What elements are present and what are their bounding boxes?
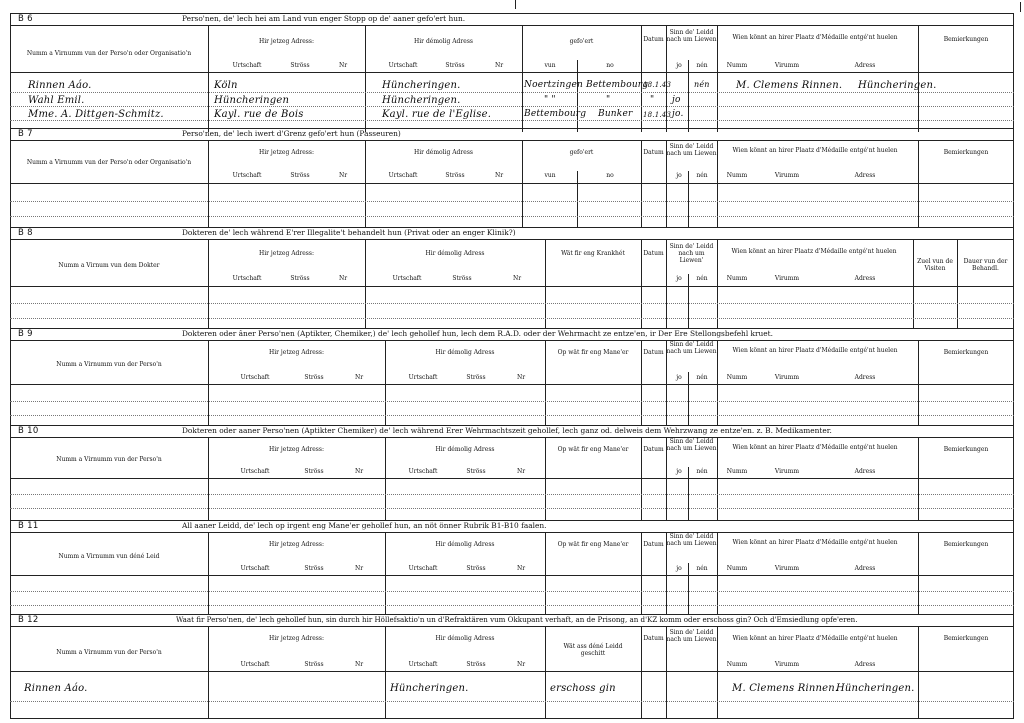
b6-row3-current-ort: Kayl. rue de Bois <box>214 109 304 120</box>
stross-label: Ströss <box>466 565 486 572</box>
section-title: Dokteren de' lech während E'rer Illegalite't behandelt hun (Privat oder an enger Klinik?) <box>182 228 516 237</box>
column-divider <box>717 141 718 228</box>
ortschaft-label: Urtschaft <box>388 172 418 179</box>
section-b8 <box>10 227 1014 329</box>
gefort-label: gefo'ert <box>569 38 594 45</box>
b6-row2-current-ort: Hüncheringen <box>214 95 290 106</box>
section-header <box>10 129 1014 141</box>
visits-label: Zuel vun de Visiten <box>917 258 953 272</box>
b6-row2-vun: " " <box>544 95 556 105</box>
virumm-label: Virumm <box>774 661 800 668</box>
adress-label: Adress <box>854 275 876 282</box>
section-code: B 8 <box>18 228 33 238</box>
krankheet-label: Wät fir eng Krankhét <box>561 250 625 257</box>
op-wat-label: Op wät fir eng Mane'er <box>557 541 629 548</box>
b6-row2-name: Wahl Emil. <box>28 95 85 106</box>
b6-row3-vun: Bettembourg <box>524 109 587 119</box>
name-org-label: Numm a Virnumm vun der Perso'n oder Organisatio'n <box>26 50 192 57</box>
name-person-label: Numm a Virnumm vun der Perso'n <box>56 649 162 656</box>
current-address-label: Hir jetzeg Adress: <box>259 250 314 257</box>
then-address-label: Hir démolig Adress <box>414 149 473 156</box>
b6-row1-then-ort: Hüncheringen. <box>382 80 461 91</box>
header-divider <box>10 575 1014 576</box>
section-title: Perso'nen, de' lech iwert d'Grenz gefo'ert hun (Passeuren) <box>182 129 401 138</box>
numm-label: Numm <box>726 275 748 282</box>
right-crop-mark <box>1020 2 1021 12</box>
jo-label: jo <box>676 565 682 572</box>
b12-row1-what-happened: erschoss gin <box>550 683 616 694</box>
datum-label: Datum <box>643 635 664 642</box>
section-title: Dokteren oder aaner Perso'nen (Aptikter Chemiker) de' lech während Erer Wehrmachtszeit gehollef, lech ganz od. delweis dem Wehrzwang ze entze'en. z. B. Medikamenter. <box>182 426 832 435</box>
no-label: no <box>606 62 614 69</box>
nr-label: Nr <box>354 661 364 668</box>
header-divider <box>10 286 1014 287</box>
nr-label: Nr <box>516 565 526 572</box>
stross-label: Ströss <box>290 172 310 179</box>
wat-leidd-label: Wät ass déné Leidd geschitt <box>563 643 623 657</box>
ortschaft-label: Urtschaft <box>408 661 438 668</box>
b6-row3-no: Bunker <box>598 109 633 119</box>
stross-label: Ströss <box>290 62 310 69</box>
numm-label: Numm <box>726 661 748 668</box>
jo-label: jo <box>676 62 682 69</box>
adress-label: Adress <box>854 661 876 668</box>
alive-label: Sinn de' Leidd nach um Liewen <box>666 629 717 643</box>
nr-label: Nr <box>338 172 348 179</box>
b12-row1-name: Rinnen Aáo. <box>24 683 88 694</box>
nen-label: nén <box>696 468 708 475</box>
bemierkungen-label: Bemierkungen <box>943 446 989 453</box>
b6-row1-current-ort: Köln <box>214 80 238 91</box>
nr-label: Nr <box>338 62 348 69</box>
current-address-label: Hir jetzeg Adress: <box>269 349 324 356</box>
duration-label: Dauer vun der Behandl. <box>963 258 1008 272</box>
section-header <box>10 14 1014 26</box>
nen-label: nén <box>696 172 708 179</box>
bemierkungen-label: Bemierkungen <box>943 36 989 43</box>
numm-label: Numm <box>726 62 748 69</box>
b6-row2-no: " <box>606 95 611 105</box>
stross-label: Ströss <box>466 374 486 381</box>
virumm-label: Virumm <box>774 565 800 572</box>
section-header <box>10 426 1014 438</box>
medal-label: Wien könnt an hirer Plaatz d'Médaille entgé'nt huelen <box>731 248 897 255</box>
numm-label: Numm <box>726 468 748 475</box>
bemierkungen-label: Bemierkungen <box>943 541 989 548</box>
ortschaft-label: Urtschaft <box>408 374 438 381</box>
nen-label: nén <box>696 275 708 282</box>
section-header <box>10 228 1014 240</box>
op-wat-label: Op wät fir eng Mane'er <box>557 446 629 453</box>
column-divider <box>545 627 546 719</box>
section-b9 <box>10 328 1014 426</box>
row-rule <box>10 605 1014 606</box>
vun-label: vun <box>544 62 556 69</box>
stross-label: Ströss <box>452 275 472 282</box>
datum-label: Datum <box>643 541 664 548</box>
nr-label: Nr <box>338 275 348 282</box>
current-address-label: Hir jetzeg Adress: <box>259 38 314 45</box>
section-title: All aaner Leidd, de' lech op irgent eng Mane'er gehollef hun, an nöt önner Rubrik B1-B10 faalen. <box>182 521 547 530</box>
row-rule <box>10 591 1014 592</box>
medal-label: Wien könnt an hirer Plaatz d'Médaille entgé'nt huelen <box>732 34 898 41</box>
column-divider <box>688 274 689 329</box>
section-code: B 6 <box>18 14 33 24</box>
section-title: Dokteren oder âner Perso'nen (Aptikter, Chemiker,) de' lech gehollef hun, lech dem R.A.D. oder der Wehrmacht ze entze'en, ir Der Ere Stellongsbefehl kruet. <box>182 329 773 338</box>
then-address-label: Hir démolig Adress <box>435 446 495 453</box>
then-address-label: Hir démolig Adress <box>435 349 495 356</box>
section-b6 <box>10 13 1014 132</box>
nr-label: Nr <box>354 565 364 572</box>
stross-label: Ströss <box>466 661 486 668</box>
ortschaft-label: Urtschaft <box>232 62 262 69</box>
nr-label: Nr <box>494 62 504 69</box>
column-divider <box>957 240 958 329</box>
column-divider <box>577 60 578 132</box>
b12-row1-then-ort: Hüncheringen. <box>390 683 469 694</box>
medal-label: Wien könnt an hirer Plaatz d'Médaille entgé'nt huelen <box>732 347 898 354</box>
b6-row1-medal-adress: Hüncheringen. <box>858 80 937 91</box>
row-rule <box>10 303 1014 304</box>
b6-row2-jo: jo <box>672 95 681 105</box>
datum-label: Datum <box>643 446 664 453</box>
nen-label: nén <box>696 374 708 381</box>
alive-label: Sinn de' Leidd nach um Liewen <box>666 438 717 452</box>
header-divider <box>10 72 1014 73</box>
nr-label: Nr <box>354 468 364 475</box>
alive-label: Sinn de' Leidd nach um Liewen' <box>669 243 714 264</box>
row-rule <box>10 216 1014 217</box>
medal-label: Wien könnt an hirer Plaatz d'Médaille entgé'nt huelen <box>732 147 898 154</box>
row-rule <box>10 494 1014 495</box>
column-divider <box>688 171 689 228</box>
bemierkungen-label: Bemierkungen <box>943 149 989 156</box>
nr-label: Nr <box>516 661 526 668</box>
top-crop-mark <box>515 0 516 9</box>
nen-label: nén <box>696 62 708 69</box>
stross-label: Ströss <box>304 565 324 572</box>
alive-label: Sinn de' Leidd nach um Liewen <box>666 341 717 355</box>
b6-row1-datum: 18.1.43 <box>643 81 672 89</box>
adress-label: Adress <box>854 374 876 381</box>
column-divider <box>913 240 914 329</box>
stross-label: Ströss <box>304 468 324 475</box>
section-code: B 12 <box>18 615 39 625</box>
section-code: B 7 <box>18 129 33 139</box>
section-b10 <box>10 425 1014 521</box>
then-address-label: Hir démolig Adress <box>414 38 473 45</box>
b6-row3-then-ort: Kayl. rue de l'Eglise. <box>382 109 492 120</box>
b6-row1-name: Rinnen Aáo. <box>28 80 92 91</box>
b12-row1-medal-name: M. Clemens Rinnen. <box>732 683 839 694</box>
name-org-label: Numm a Virnumm vun der Perso'n oder Organisatio'n <box>26 159 192 166</box>
section-b7 <box>10 128 1014 228</box>
section-title: Perso'nen, de' lech hei am Land vun enger Stopp op de' aaner gefo'ert hun. <box>182 14 466 23</box>
nr-label: Nr <box>516 468 526 475</box>
row-rule <box>10 120 1014 121</box>
nr-label: Nr <box>512 275 522 282</box>
medal-label: Wien könnt an hirer Plaatz d'Médaille entgé'nt huelen <box>732 539 898 546</box>
ortschaft-label: Urtschaft <box>240 468 270 475</box>
name-person-label: Numm a Virnumm vun der Perso'n <box>56 361 162 368</box>
ortschaft-label: Urtschaft <box>240 374 270 381</box>
nr-label: Nr <box>354 374 364 381</box>
b6-row1-medal-name: M. Clemens Rinnen. <box>736 80 843 91</box>
section-code: B 9 <box>18 329 33 339</box>
header-divider <box>10 478 1014 479</box>
ortschaft-label: Urtschaft <box>240 565 270 572</box>
datum-label: Datum <box>643 349 664 356</box>
adress-label: Adress <box>854 172 876 179</box>
datum-label: Datum <box>643 250 664 257</box>
column-divider <box>577 171 578 228</box>
section-code: B 10 <box>18 426 39 436</box>
jo-label: jo <box>676 275 682 282</box>
adress-label: Adress <box>854 565 876 572</box>
b6-row1-no: Bettembourg <box>586 80 649 90</box>
nr-label: Nr <box>494 172 504 179</box>
op-wat-label: Op wät fir eng Mane'er <box>557 349 629 356</box>
b6-row2-datum: " <box>650 95 655 105</box>
b6-row1-nen: nén <box>694 80 710 89</box>
nr-label: Nr <box>516 374 526 381</box>
section-b12 <box>10 614 1014 719</box>
section-header <box>10 615 1014 627</box>
stross-label: Ströss <box>445 172 465 179</box>
ortschaft-label: Urtschaft <box>408 468 438 475</box>
stross-label: Ströss <box>304 661 324 668</box>
column-divider <box>688 372 689 426</box>
row-rule <box>10 415 1014 416</box>
jo-label: jo <box>676 468 682 475</box>
virumm-label: Virumm <box>774 374 800 381</box>
jo-label: jo <box>676 172 682 179</box>
b6-row1-vun: Noertzingen <box>524 80 584 90</box>
virumm-label: Virumm <box>774 275 800 282</box>
bemierkungen-label: Bemierkungen <box>943 635 989 642</box>
ortschaft-label: Urtschaft <box>232 275 262 282</box>
row-rule <box>10 92 1014 93</box>
ortschaft-label: Urtschaft <box>408 565 438 572</box>
datum-label: Datum <box>643 149 664 156</box>
datum-label: Datum <box>643 36 664 43</box>
name-person-label: Numm a Virnumm vun der Perso'n <box>56 456 162 463</box>
alive-label: Sinn de' Leidd nach um Liewen <box>666 533 717 547</box>
row-rule <box>10 508 1014 509</box>
header-divider <box>10 384 1014 385</box>
column-divider <box>717 533 718 615</box>
column-divider <box>717 240 718 329</box>
column-divider <box>688 60 689 132</box>
virumm-label: Virumm <box>774 468 800 475</box>
then-address-label: Hir démolig Adress <box>435 635 495 642</box>
alive-label: Sinn de' Leidd nach um Liewen <box>666 143 717 157</box>
stross-label: Ströss <box>290 275 310 282</box>
column-divider <box>688 563 689 615</box>
section-b11 <box>10 520 1014 615</box>
row-rule <box>10 201 1014 202</box>
numm-label: Numm <box>726 374 748 381</box>
name-leid-label: Numm a Virnumm vun déné Leid <box>58 553 160 560</box>
then-address-label: Hir démolig Adress <box>435 541 495 548</box>
then-address-label: Hir démolig Adress <box>425 250 485 257</box>
section-code: B 11 <box>18 521 39 531</box>
ortschaft-label: Urtschaft <box>388 62 418 69</box>
row-rule <box>10 701 1014 702</box>
stross-label: Ströss <box>445 62 465 69</box>
virumm-label: Virumm <box>774 172 800 179</box>
current-address-label: Hir jetzeg Adress: <box>269 541 324 548</box>
b6-row3-jo: jo. <box>672 109 684 119</box>
current-address-label: Hir jetzeg Adress: <box>259 149 314 156</box>
b6-row2-then-ort: Hüncheringen. <box>382 95 461 106</box>
nen-label: nén <box>696 565 708 572</box>
vun-label: vun <box>544 172 556 179</box>
column-divider <box>717 26 718 132</box>
section-header <box>10 521 1014 533</box>
bemierkungen-label: Bemierkungen <box>943 349 989 356</box>
column-divider <box>717 627 718 719</box>
numm-label: Numm <box>726 172 748 179</box>
section-header <box>10 329 1014 341</box>
virumm-label: Virumm <box>774 62 800 69</box>
current-address-label: Hir jetzeg Adress: <box>269 635 324 642</box>
b12-row1-medal-adress: Hüncheringen. <box>836 683 915 694</box>
current-address-label: Hir jetzeg Adress: <box>269 446 324 453</box>
adress-label: Adress <box>854 468 876 475</box>
header-divider <box>10 671 1014 672</box>
gefort-label: gefo'ert <box>569 149 594 156</box>
ortschaft-label: Urtschaft <box>232 172 262 179</box>
header-divider <box>10 183 1014 184</box>
jo-label: jo <box>676 374 682 381</box>
row-rule <box>10 106 1014 107</box>
name-doctor-label: Numm a Virnum vun dem Dokter <box>58 262 160 269</box>
ortschaft-label: Urtschaft <box>240 661 270 668</box>
b6-row3-name: Mme. A. Dittgen-Schmitz. <box>28 109 164 120</box>
ortschaft-label: Urtschaft <box>392 275 422 282</box>
medal-label: Wien könnt an hirer Plaatz d'Médaille entgé'nt huelen <box>732 444 898 451</box>
stross-label: Ströss <box>466 468 486 475</box>
adress-label: Adress <box>854 62 876 69</box>
medal-label: Wien könnt an hirer Plaatz d'Médaille entgé'nt huelen <box>732 635 898 642</box>
stross-label: Ströss <box>304 374 324 381</box>
section-title: Waat fir Perso'nen, de' lech gehollef hun, sin durch hir Höllefsaktio'n un d'Refraktären vum Okkupant verhaft, an de Prisong, an d'KZ komm oder erschoss gin? Och d'Emsiedlung opfe'eren. <box>176 615 858 624</box>
no-label: no <box>606 172 614 179</box>
alive-label: Sinn de' Leidd nach um Liewen <box>666 29 717 43</box>
row-rule <box>10 401 1014 402</box>
row-rule <box>10 318 1014 319</box>
numm-label: Numm <box>726 565 748 572</box>
b6-row3-datum: 18.1.43 <box>643 111 672 119</box>
